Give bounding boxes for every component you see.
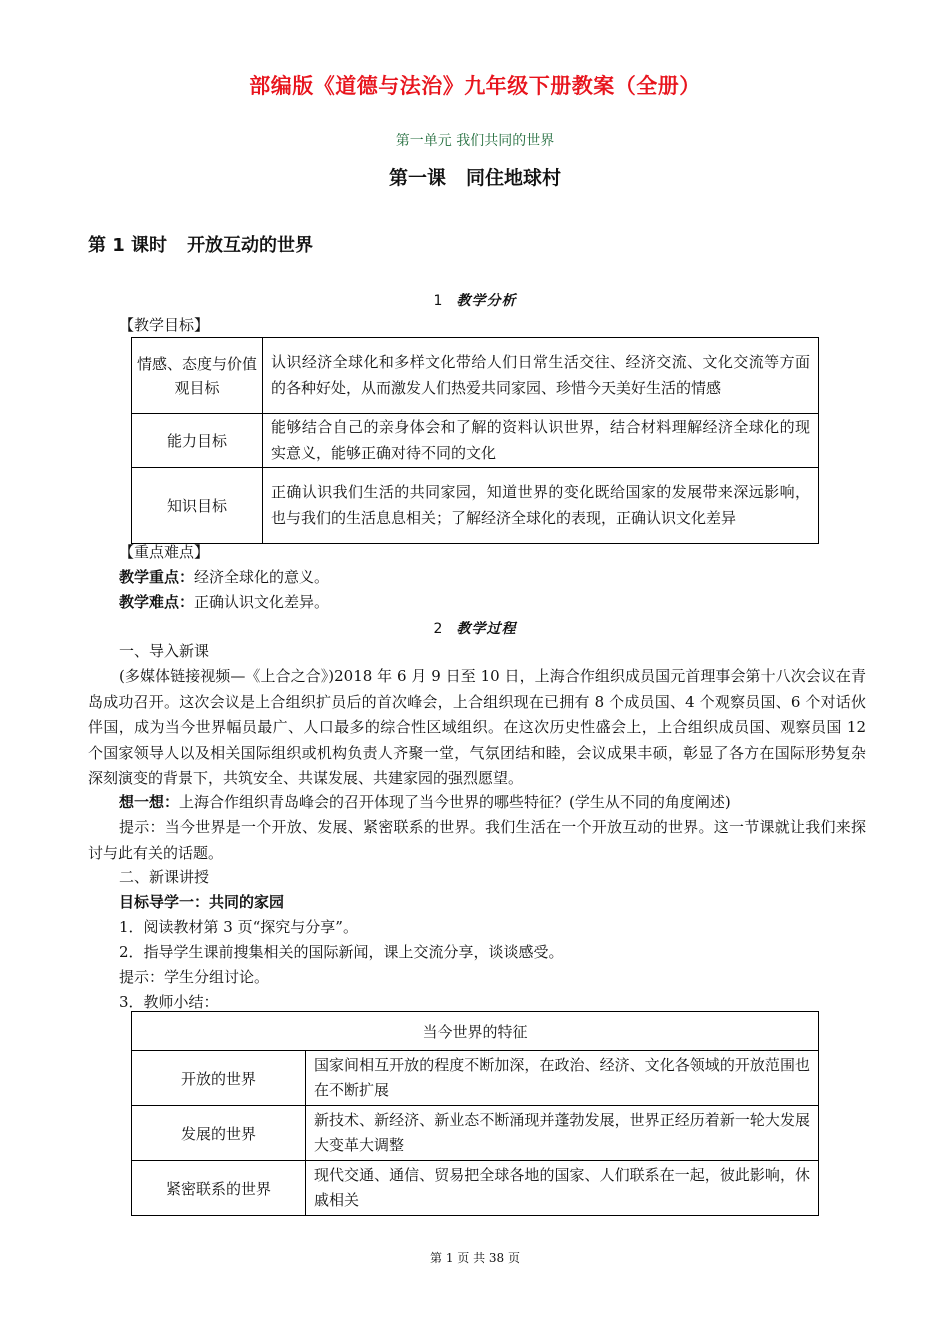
period-number: 第 1 课时 xyxy=(88,235,168,256)
page-footer: 第 1 页 共 38 页 xyxy=(430,1251,520,1265)
section-number: 1 xyxy=(433,293,443,309)
step-item: 3．教师小结： xyxy=(119,993,219,1011)
period-title xyxy=(88,231,313,257)
step-item: 提示：学生分组讨论。 xyxy=(119,968,270,986)
difficulty-line xyxy=(119,590,329,615)
think-text: 上海合作组织青岛峰会的召开体现了当今世界的哪些特征？(学生从不同的角度阐述) xyxy=(179,793,731,811)
step-item: 2．指导学生课前搜集相关的国际新闻，课上交流分享，谈谈感受。 xyxy=(119,943,564,961)
key-point-label: 教学重点： xyxy=(119,568,195,586)
intro-paragraph: (多媒体链接视频—《上合之合》)2018 年 6 月 9 日至 10 日，上海合作组织成员国元首理事会第十八次会议在青岛成功召开。这次会议是上合组织扩员后的首次峰会，上合组织现在已拥有 8 个成员国、4 个观察员国、6 个对话伙伴国，成为当今世界幅员最广、人口最多的综合性区域组织。在这次历史性盛会上，上合组织成员国、观察员国 12 个国家领导人以及相关国际组织或机构负责人齐聚一堂，气氛团结和睦，会议成果丰硕，彰显了各方在国际形势复杂深刻演变的背景下，共筑安全、共谋发展、共建家园的强烈愿望。 xyxy=(88,667,866,787)
key-point-line xyxy=(119,565,329,590)
section-label: 教学过程 xyxy=(456,621,517,637)
goal-content: 认识经济全球化和多样文化带给人们日常生活交往、经济交流、文化交流等方面的各种好处，从而激发人们热爱共同家园、珍惜今天美好生活的情感 xyxy=(263,338,819,414)
key-point-text: 经济全球化的意义。 xyxy=(194,568,330,586)
features-table xyxy=(131,1011,819,1216)
section-label: 教学分析 xyxy=(456,293,517,309)
feature-label: 紧密联系的世界 xyxy=(132,1161,306,1216)
feature-content: 现代交通、通信、贸易把全球各地的国家、人们联系在一起，彼此影响，休戚相关 xyxy=(306,1161,819,1216)
goals-table xyxy=(131,337,819,544)
lesson-title xyxy=(0,163,950,190)
difficulty-text: 正确认识文化差异。 xyxy=(194,593,330,611)
key-points-label: 【重点难点】 xyxy=(119,543,210,561)
section-heading-process xyxy=(0,618,950,638)
difficulty-label: 教学难点： xyxy=(119,593,195,611)
goal-content: 能够结合自己的亲身体会和了解的资料认识世界，结合材料理解经济全球化的现实意义，能够正确对待不同的文化 xyxy=(263,414,819,468)
table-row xyxy=(132,414,819,468)
feature-content: 新技术、新经济、新业态不断涌现并蓬勃发展，世界正经历着新一轮大发展大变革大调整 xyxy=(306,1106,819,1161)
lesson-name: 同住地球村 xyxy=(466,167,562,189)
feature-label: 发展的世界 xyxy=(132,1106,306,1161)
goal-label: 情感、态度与价值观目标 xyxy=(132,338,263,414)
intro-heading: 一、导入新课 xyxy=(119,642,210,660)
feature-content: 国家间相互开放的程度不断加深，在政治、经济、文化各领域的开放范围也在不断扩展 xyxy=(306,1051,819,1106)
period-name: 开放互动的世界 xyxy=(187,235,314,256)
new-lesson-heading: 二、新课讲授 xyxy=(119,868,210,886)
section-heading-analysis xyxy=(0,290,950,310)
think-line xyxy=(119,790,731,815)
hint-paragraph: 提示：当今世界是一个开放、发展、紧密联系的世界。我们生活在一个开放互动的世界。这一节课就让我们来探讨与此有关的话题。 xyxy=(88,818,866,862)
table-row xyxy=(132,1051,819,1106)
step-item: 1．阅读教材第 3 页“探究与分享”。 xyxy=(119,918,358,936)
lesson-number: 第一课 xyxy=(388,167,446,189)
table-row xyxy=(132,338,819,414)
document-title: 部编版《道德与法治》九年级下册教案（全册） xyxy=(249,74,701,98)
table-row xyxy=(132,1161,819,1216)
section-number: 2 xyxy=(433,621,443,637)
feature-label: 开放的世界 xyxy=(132,1051,306,1106)
table-row xyxy=(132,1106,819,1161)
goal-guide-heading: 目标导学一：共同的家园 xyxy=(119,893,285,911)
table-row xyxy=(132,468,819,544)
table-header: 当今世界的特征 xyxy=(132,1012,819,1051)
think-label: 想一想： xyxy=(119,793,180,811)
teaching-goals-label: 【教学目标】 xyxy=(119,316,210,334)
goal-label: 知识目标 xyxy=(132,468,263,544)
table-header-row xyxy=(132,1012,819,1051)
unit-title: 第一单元 我们共同的世界 xyxy=(395,133,555,149)
goal-label: 能力目标 xyxy=(132,414,263,468)
goal-content: 正确认识我们生活的共同家园，知道世界的变化既给国家的发展带来深远影响，也与我们的生活息息相关；了解经济全球化的表现，正确认识文化差异 xyxy=(263,468,819,544)
